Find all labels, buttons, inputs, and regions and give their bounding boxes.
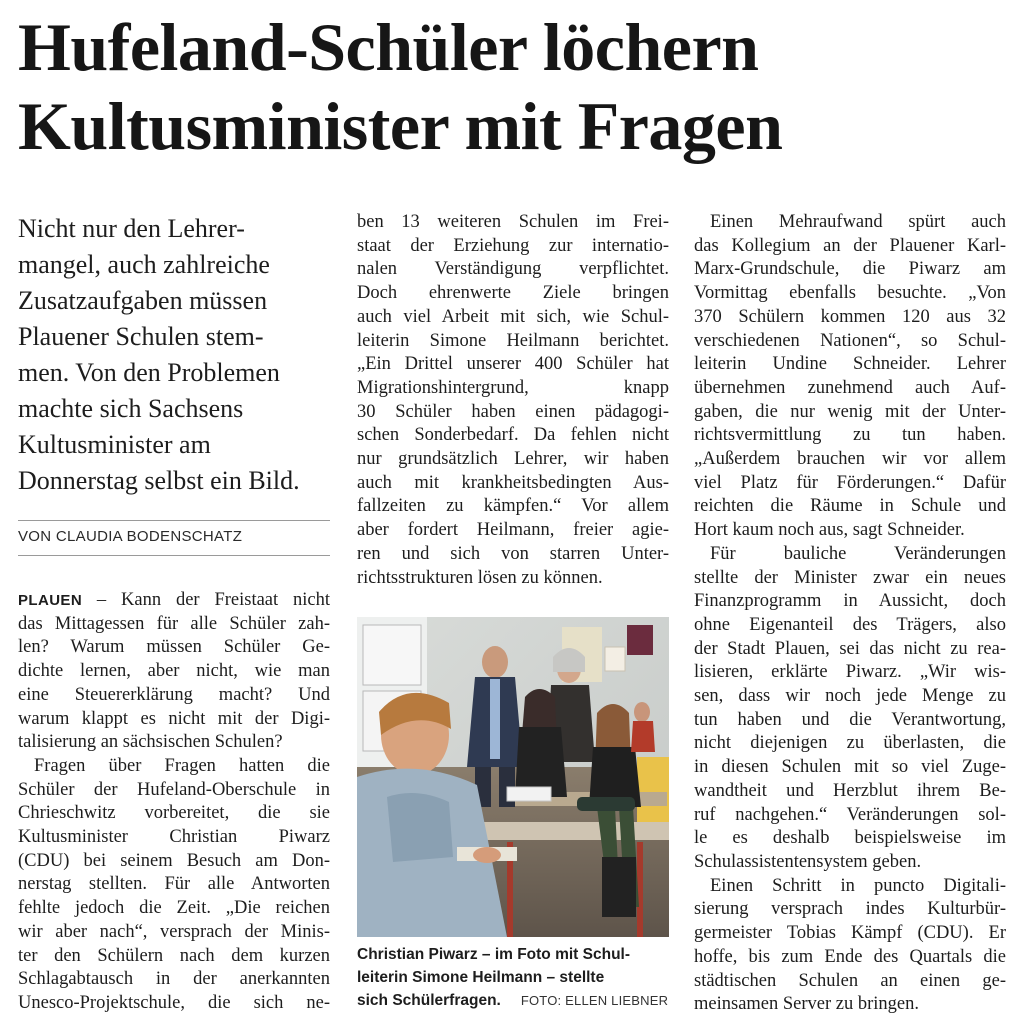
caption-line: leiterin Simone Heilmann – stellte bbox=[357, 969, 605, 986]
column-line: fehlte jedoch die Zeit. „Die reichen bbox=[18, 898, 330, 919]
article-photo bbox=[357, 617, 669, 937]
column-line: leiterin Simone Heilmann berichtet. bbox=[357, 330, 669, 351]
caption-line: Christian Piwarz – im Foto mit Schul- bbox=[357, 946, 631, 963]
column-line: PLAUEN – Kann der Freistaat nicht bbox=[18, 590, 330, 610]
column-line: germeister Tobias Kämpf (CDU). Er bbox=[694, 923, 1006, 944]
column-line: städtischen Schulen an einen ge- bbox=[694, 970, 1006, 991]
column-line: lisieren, erklärte Piwarz. „Wir wis- bbox=[694, 662, 1006, 683]
column-line: fallzeiten zu kämpfen.“ Vor allem bbox=[357, 496, 669, 517]
byline: VON CLAUDIA BODENSCHATZ bbox=[18, 528, 243, 545]
lead-line: Donnerstag selbst ein Bild. bbox=[18, 466, 300, 495]
column-line: ren und sich von starren Unter- bbox=[357, 543, 669, 564]
column-line: nicht diejenigen zu überlasten, die bbox=[694, 733, 1006, 754]
column-line: „Außerdem brauchen wir vor allem bbox=[694, 449, 1006, 470]
column-line: Schulassistentensystem geben. bbox=[694, 851, 922, 872]
article-lead bbox=[18, 211, 336, 499]
column-line: ohne Eigenanteil des Trägers, also bbox=[694, 614, 1006, 635]
column-line: schen Sonderbedarf. Da fehlen nicht bbox=[357, 425, 669, 446]
column-line: in diesen Schulen mit so viel Zuge- bbox=[694, 757, 1006, 778]
column-line: sen, dass wir noch jede Menge zu bbox=[694, 686, 1006, 707]
column-line: Schlagabtausch in der anerkannten bbox=[18, 969, 330, 990]
column-line: Für bauliche Veränderungen bbox=[710, 543, 1006, 564]
lead-line: Nicht nur den Lehrer- bbox=[18, 214, 245, 243]
classroom-photo bbox=[357, 617, 669, 937]
column-line: staat der Erziehung zur internatio- bbox=[357, 235, 669, 256]
lead-line: Kultusminister am bbox=[18, 430, 211, 459]
column-2 bbox=[357, 211, 669, 590]
headline-line: Hufeland-Schüler löchern bbox=[18, 9, 759, 85]
column-line: „Ein Drittel unserer 400 Schüler hat bbox=[357, 354, 669, 375]
column-line: meinsamen Server zu bringen. bbox=[694, 994, 920, 1015]
column-line: Migrationshintergrund, knapp bbox=[357, 377, 669, 398]
lead-line: Zusatzaufgaben müssen bbox=[18, 286, 268, 315]
column-line: das Kollegium an der Plauener Karl- bbox=[694, 235, 1006, 256]
article-headline bbox=[18, 8, 1008, 166]
column-line: wandtheit und Herzblut ihrem Be- bbox=[694, 780, 1006, 801]
column-line: nerstag stellten. Für alle Antworten bbox=[18, 874, 330, 895]
column-line: Kultusminister Christian Piwarz bbox=[18, 827, 330, 848]
column-line: Schüler der Hufeland-Oberschule in bbox=[18, 779, 330, 800]
column-line: hoffe, bis zum Ende des Quartals die bbox=[694, 946, 1006, 967]
caption-line: sich Schülerfragen. FOTO: ELLEN LIEBNER bbox=[357, 992, 669, 1009]
column-line: Vormittag ebenfalls besuchte. „Von bbox=[694, 283, 1006, 304]
column-line: Doch ehrenwerte Ziele bringen bbox=[357, 283, 669, 304]
photo-caption bbox=[357, 943, 669, 1012]
column-line: Einen Schritt in puncto Digitali- bbox=[710, 875, 1006, 896]
column-line: stellte der Minister zwar ein neues bbox=[694, 567, 1006, 588]
lead-line: mangel, auch zahlreiche bbox=[18, 250, 270, 279]
column-line: ter den Schülern nach dem kurzen bbox=[18, 945, 330, 966]
byline-top-rule bbox=[18, 520, 330, 521]
column-line: viel Platz für Förderungen.“ Dafür bbox=[694, 472, 1006, 493]
headline-line: Kultusminister mit Fragen bbox=[18, 88, 783, 164]
column-line: gaben, die nur wenig mit der Unter- bbox=[694, 401, 1006, 422]
column-line: ben 13 weiteren Schulen im Frei- bbox=[357, 212, 669, 232]
dateline: PLAUEN bbox=[18, 592, 83, 609]
column-line: Fragen über Fragen hatten die bbox=[34, 755, 330, 776]
column-line: richtsstrukturen lösen zu können. bbox=[357, 567, 603, 588]
column-line: Hort kaum noch aus, sagt Schneider. bbox=[694, 520, 965, 541]
column-line: len? Warum müssen Schüler Ge- bbox=[18, 637, 330, 658]
column-line: nalen Verständigung verpflichtet. bbox=[357, 259, 669, 280]
column-line: reichten die Räume in Schule und bbox=[694, 496, 1006, 517]
column-line: wir aber nach“, versprach der Minis- bbox=[18, 921, 330, 942]
column-1 bbox=[18, 589, 330, 1016]
column-line: eine Steuererklärung macht? Und bbox=[18, 684, 330, 705]
column-line: auch viel Arbeit mit sich, wie Schul- bbox=[357, 306, 669, 327]
column-line: 30 Schüler haben einen pädagogi- bbox=[357, 401, 669, 422]
column-line: übernehmen zunehmend auch Auf- bbox=[694, 377, 1006, 398]
column-line: nur grundsätzlich Lehrer, wir haben bbox=[357, 449, 669, 470]
column-line: tun haben und die Verantwortung, bbox=[694, 709, 1006, 730]
column-line: warum klappt es nicht mit der Digi- bbox=[18, 708, 330, 729]
column-line: Einen Mehraufwand spürt auch bbox=[710, 212, 1006, 232]
column-line: 370 Schülern kommen 120 aus 32 bbox=[694, 306, 1006, 327]
column-line: aber fordert Heilmann, freier agie- bbox=[357, 520, 669, 541]
column-line: auch mit krankheitsbedingten Aus- bbox=[357, 472, 669, 493]
byline-bottom-rule bbox=[18, 555, 330, 556]
lead-line: men. Von den Problemen bbox=[18, 358, 280, 387]
lead-line: machte sich Sachsens bbox=[18, 394, 244, 423]
column-line: richtsvermittlung zu tun haben. bbox=[694, 425, 1006, 446]
column-line: Unesco-Projektschule, die sich ne- bbox=[18, 992, 330, 1013]
column-line: Chrieschwitz vorbereitet, die sie bbox=[18, 803, 330, 824]
column-line: leiterin Undine Schneider. Lehrer bbox=[694, 354, 1006, 375]
photo-credit: FOTO: ELLEN LIEBNER bbox=[520, 993, 669, 1008]
column-line: le es deshalb beispielsweise im bbox=[694, 828, 1006, 849]
column-line: verschiedenen Nationen“, so Schul- bbox=[694, 330, 1006, 351]
column-line: Finanzprogramm in Aussicht, doch bbox=[694, 591, 1006, 612]
column-3 bbox=[694, 211, 1006, 1017]
column-line: (CDU) bei seinem Besuch am Don- bbox=[18, 850, 330, 871]
column-line: talisierung an sächsischen Schulen? bbox=[18, 732, 283, 753]
column-line: dichte lernen, aber nicht, wie man bbox=[18, 661, 330, 682]
column-line: sierung versprach indes Kulturbür- bbox=[694, 899, 1006, 920]
lead-line: Plauener Schulen stem- bbox=[18, 322, 264, 351]
column-line: das Mittagessen für alle Schüler zah- bbox=[18, 613, 330, 634]
column-line: der Stadt Plauen, sei das nicht zu rea- bbox=[694, 638, 1006, 659]
column-line: Marx-Grundschule, die Piwarz am bbox=[694, 259, 1006, 280]
column-line: ruf nachgehen.“ Veränderungen sol- bbox=[694, 804, 1006, 825]
